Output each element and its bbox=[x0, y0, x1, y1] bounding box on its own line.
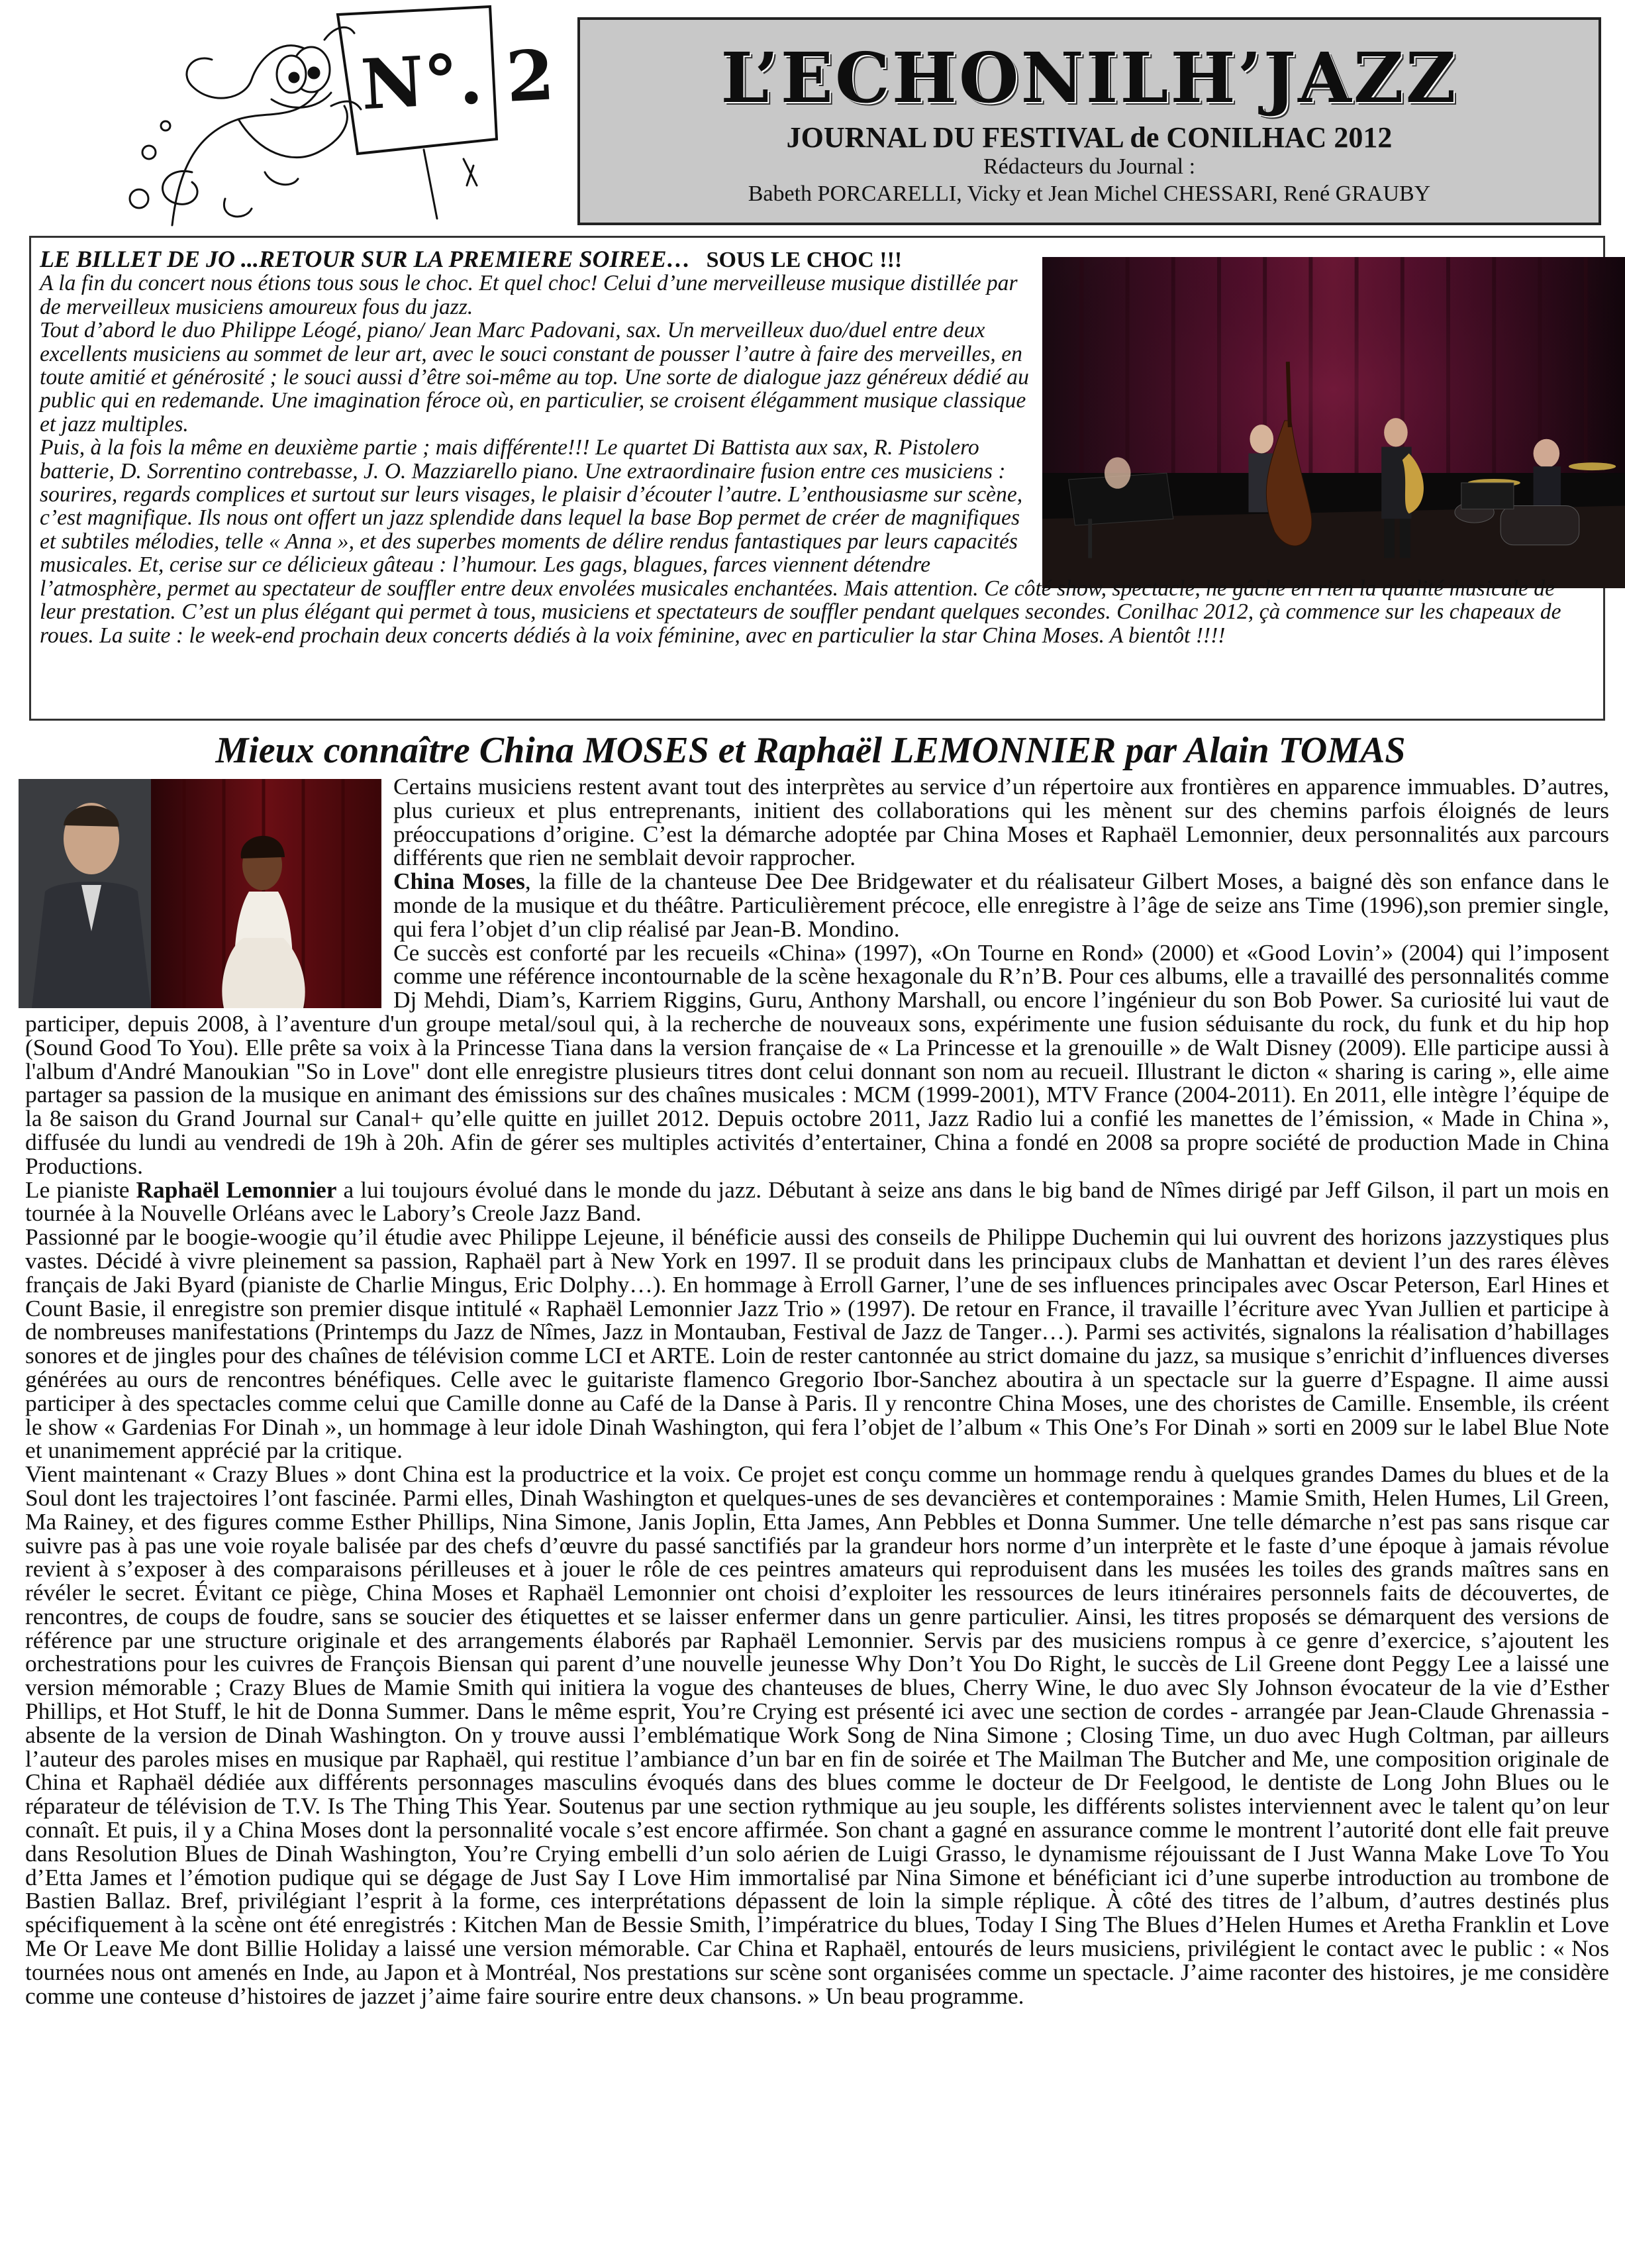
billet-paragraph: Tout d’abord le duo Philippe Léogé, piano/ Jean Marc Padovani, sax. Un merveilleux duo/duel entre deux excellents musiciens au sommet de leur art, avec le souci constant de pousser l’autre à faire des merveilles, en toute amitié et générosité ; le souci aussi d’être soi-même au top. Une sorte de dialogue jazz généreux dédié au public qui en redemande. Une imagination féroce où, en particulier, se croisent élégamment musique classique et jazz multiples. bbox=[40, 318, 1029, 437]
billet-article bbox=[40, 248, 1569, 647]
china-career-paragraph: Ce succès est conforté par les recueils «China» (1997), «On Tourne en Rond» (2000) et «Good Lovin’» (2004) qui l’imposent comme une référence incontournable de la scène hexagonale du R’n’B. Pour ces albums, elle a travaillé des personnalités comme Dj Mehdi, Diam’s, Karriem Riggins, Guru, Anthony Marshall, ou encore l’ingénieur du son Bob Power. Sa curiosité lui vaut de participer, depuis 2008, à l’aventure d'un groupe metal/soul qui, à la recherche de nouveaux sons, expérimente une fusion séduisante du rock, du funk et du hip hop (Sound Good To You). Elle prête sa voix à la Princesse Tiana dans la version française de « La Princesse et la grenouille » de Walt Disney (2009). Elle participe aussi à l'album d'André Manoukian "So in Love" dont elle enregistre plusieurs titres dont celui donnant son nom au recueil. Illustrant le dicton « sharing is caring », elle aime partager sa passion de la musique en animant des émissions sur des chaînes musicales : MCM (1999-2001), MTV France (2004-2011). En 2011, elle intègre l’équipe de la 8e saison du Grand Journal sur Canal+ qu’elle quitte en juillet 2012. Depuis octobre 2011, Jazz Radio lui a confié les manettes de l’émission, « Made in China », diffusée du lundi au vendredi de 19h à 20h. Afin de gérer ses multiples activités d’entertainer, China a fondé en 2008 sa propre société de production Made in China Productions. bbox=[25, 939, 1609, 1179]
billet-tag: SOUS LE CHOC !!! bbox=[706, 248, 903, 272]
raphael-paragraph: Le pianiste Raphaël Lemonnier a lui toujours évolué dans le monde du jazz. Débutant à seize ans dans le big band de Nîmes dirigé par Jeff Gilson, il part un mois en tournée à la Nouvelle Orléans avec le Labory’s Creole Jazz Band. bbox=[25, 1176, 1609, 1227]
raphael-career-paragraph: Passionné par le boogie-woogie qu’il étudie avec Philippe Lejeune, il bénéficie aussi des conseils de Philippe Duchemin qui lui ouvrent des horizons jazzystiques plus vastes. Décidé à vivre pleinement sa passion, Raphaël part à New York en 1997. Il se produit dans les principaux clubs de Manhattan et devient l’un des rares élèves français de Jaki Byard (pianiste de Charlie Mingus, Eric Dolphy…). En hommage à Erroll Garner, l’une de ses influences principales avec Oscar Peterson, Earl Hines et Count Basie, il enregistre son premier disque intitulé « Raphaël Lemonnier Jazz Trio » (1997). De retour en France, il travaille l’écriture avec Yvan Jullien et participe à de nombreuses manifestations (Printemps du Jazz de Nîmes, Jazz in Montauban, Festival de Jazz de Tanger…). Parmi ses activités, signalons la réalisation d’habillages sonores et de jingles pour des chaînes de télévision comme LCI et ARTE. Loin de rester cantonnée au strict domaine du jazz, sa musique s’enrichit d’influences diverses générées au ours de rencontres bénéfiques. Celle avec le guitariste flamenco Gregorio Ibor-Sanchez aboutira à un spectacle sur la guerre d’Espagne. Il aime aussi participer à des spectacles comme celui que Camille donne au Café de la Danse à Paris. Il y rencontre China Moses, une des choristes de Camille. Ensemble, ils créent le show « Gardenias For Dinah », un hommage à leur idole Dinah Washington, qui fera l’objet de l’album « This One’s For Dinah » sorti en 2009 sur le label Blue Note et unanimement apprécié par la critique. bbox=[25, 1223, 1609, 1464]
china-name: China Moses bbox=[393, 868, 525, 895]
raphael-name: Raphaël Lemonnier bbox=[136, 1176, 337, 1203]
editors-label: Rédacteurs du Journal : bbox=[983, 154, 1196, 180]
crazy-blues-paragraph: Vient maintenant « Crazy Blues » dont China est la productrice et la voix. Ce projet est conçu comme un hommage rendu à quelques grandes Dames du blues et de la Soul dont les trajectoires l’ont fascinée. Parmi elles, Dinah Washington et quelques-unes de ses devancières et contemporaines : Mamie Smith, Helen Humes, Lil Green, Ma Rainey, et des figures comme Esther Phillips, Nina Simone, Janis Joplin, Etta James, Ann Pebbles et Donna Summer. Une telle démarche n’est pas sans risque car suivre pas à pas une voie royale balisée par des chefs d’œuvre du passé sanctifiés par la grandeur hors norme d’un interprète et le faste d’une époque à jamais révolue revient à s’exposer à des comparaisons périlleuses et à jouer le rôle de ces peintres amateurs qui reproduisent dans les musées les toiles des grands maîtres sans en révéler le secret. Évitant ce piège, China Moses et Raphaël Lemonnier ont choisi d’exploiter les ressources de leurs itinéraires personnels faits de découvertes, de rencontres, de coups de foudre, sans se soucier des étiquettes et se laisser enfermer dans un genre particulier. Ainsi, les titres proposés se démarquent des versions de référence par une structure originale et des arrangements élaborés par Raphaël Lemonnier. Servis par des musiciens rompus à ce genre d’exercice, s’ajoutent les orchestrations pour les cuivres de François Biensan qui parent d’une nouvelle jeunesse Why Don’t You Do Right, le succès de Lil Greene dont Peggy Lee a laissé une version mémorable ; Crazy Blues de Mamie Smith qui initiera la vogue des chanteuses de blues, Cherry Wine, le duo avec Sly Johnson évocateur de la vie d’Esther Phillips, et Hot Stuff, le hit de Donna Summer. Dans le même esprit, You’re Crying est présenté ici avec une section de cordes - arrangée par Jean-Claude Ghrenassia - absente de la version de Dinah Washington. On y trouve aussi l’emblématique Work Song de Nina Simone ; Closing Time, un duo avec Hugh Coltman, par ailleurs l’auteur des paroles mises en musique par Raphaël, qui restitue l’ambiance d’un bar en fin de soirée et The Mailman The Butcher and Me, une composition originale de China et Raphaël dédiée aux différents personnages masculins évoqués dans des blues comme le docteur de Dr Feelgood, le dentiste de Long John Blues ou le réparateur de télévision de T.V. Is The Thing This Year. Soutenus par une section rythmique au jeu souple, les différents solistes interviennent avec le talent qu’on leur connaît. Et puis, il y a China Moses dont la personnalité vocale s’est encore affirmée. Son chant a gagné en assurance comme le montrent l’autorité dont elle fait preuve dans Resolution Blues de Dinah Washington, You’re Crying embelli d’un solo aérien de Luigi Grasso, le dynamisme réjouissant de I Just Wanna Make Love To You d’Etta James et l’émotion pudique qui se dégage de Just Say I Love Him immortalisé par Nina Simone et bénéficiant ici d’une superbe introduction au trombone de Bastien Ballaz. Bref, privilégiant l’esprit à la forme, ces interprétations dépassent de loin la simple réplique. À côté des titres de l’album, d’autres destinés plus spécifiquement à la scène ont été enregistrés : Kitchen Man de Bessie Smith, l’impératrice du blues, Today I Sing The Blues d’Helen Humes et Aretha Franklin et Love Me Or Leave Me dont Billie Holiday a laissé une version mémorable. Car China et Raphaël, entourés de leurs musiciens, privilégient le contact avec le public : « Nos tournées nous ont amenés en Inde, au Japon et à Montréal, Nos prestations sur scène sont organisées comme un spectacle. J’aime raconter des histoires, je me considère comme une conteuse d’histoires de jazzet j’aime faire sourire entre deux chansons. » Un beau programme. bbox=[25, 1461, 1609, 2009]
editors-names: Babeth PORCARELLI, Vicky et Jean Michel CHESSARI, René GRAUBY bbox=[748, 181, 1431, 207]
billet-paragraph: Puis, à la fois la même en deuxième partie ; mais différente!!! Le quartet Di Battista aux sax, R. Pistolero batterie, D. Sorrentino contrebasse, J. O. Mazziarello piano. Une extraordinaire fusion entre ces musiciens : sourires, regards complices et surtout sur leurs visages, le plaisir d’écouter l’autre. L’enthousiasme sur scène, c’est magnifique. Ils nous ont offert un jazz splendide dans lequel la base Bop permet de créer de magnifiques et subtiles mélodies, telle « Anna », et des superbes moments de délire rendus fantastiques par leurs capacités musicales. Et, cerise sur ce délicieux gâteau : l’humour. Les gags, blagues, farces viennent détendre l’atmosphère, permet au spectateur de souffler entre deux envolées musicales enchantées. Mais attention. Ce côté show, spectacle, ne gâche en rien la qualité musicale de leur prestation. C’est un plus élégant qui permet à tous, musiciens et spectateurs de souffler pendant quelques secondes. Conilhac 2012, çà commence sur les chapeaux de roues. La suite : le week-end prochain deux concerts dédiés à la voix féminine, avec en particulier la star China Moses. A bientôt !!!! bbox=[40, 435, 1561, 648]
billet-paragraph: A la fin du concert nous étions tous sous le choc. Et quel choc! Celui d’une merveilleuse musique distillée par de merveilleux musiciens amoureux fous du jazz. bbox=[40, 271, 1018, 319]
mascot-illustration bbox=[93, 0, 556, 225]
article-title: Mieux connaître China MOSES et Raphaël LEMONNIER par Alain TOMAS bbox=[215, 730, 1406, 771]
article-intro: Certains musiciens restent avant tout des interprètes au service d’un répertoire aux frontières en apparence immuables. D’autres, plus curieux et plus entreprenants, initient des collaborations qui les mènent sur des chemins parfois éloignés de leurs préoccupations d’origine. C’est la démarche adoptée par China Moses et Raphaël Lemonnier, deux personnalités aux parcours différents que rien ne semblait devoir rapprocher. bbox=[393, 773, 1609, 871]
billet-title: LE BILLET DE JO ...RETOUR SUR LA PREMIERE SOIREE… bbox=[40, 246, 691, 272]
issue-badge: N°. 2 bbox=[359, 34, 556, 126]
brand-title: L’ECHONILH’JAZZ bbox=[720, 37, 1458, 119]
journal-subtitle: JOURNAL DU FESTIVAL de CONILHAC 2012 bbox=[786, 121, 1393, 154]
china-paragraph: China Moses, la fille de la chanteuse Dee Dee Bridgewater et du réalisateur Gilbert Moses, a baigné dès son enfance dans le monde de la musique et du théâtre. Particulièrement précoce, elle enregistre à l’âge de seize ans Time (1996),son premier single, qui fera l’objet d’un clip réalisé par Jean-B. Mondino. bbox=[393, 868, 1610, 942]
article-body bbox=[25, 775, 1609, 2008]
masthead bbox=[577, 17, 1601, 225]
